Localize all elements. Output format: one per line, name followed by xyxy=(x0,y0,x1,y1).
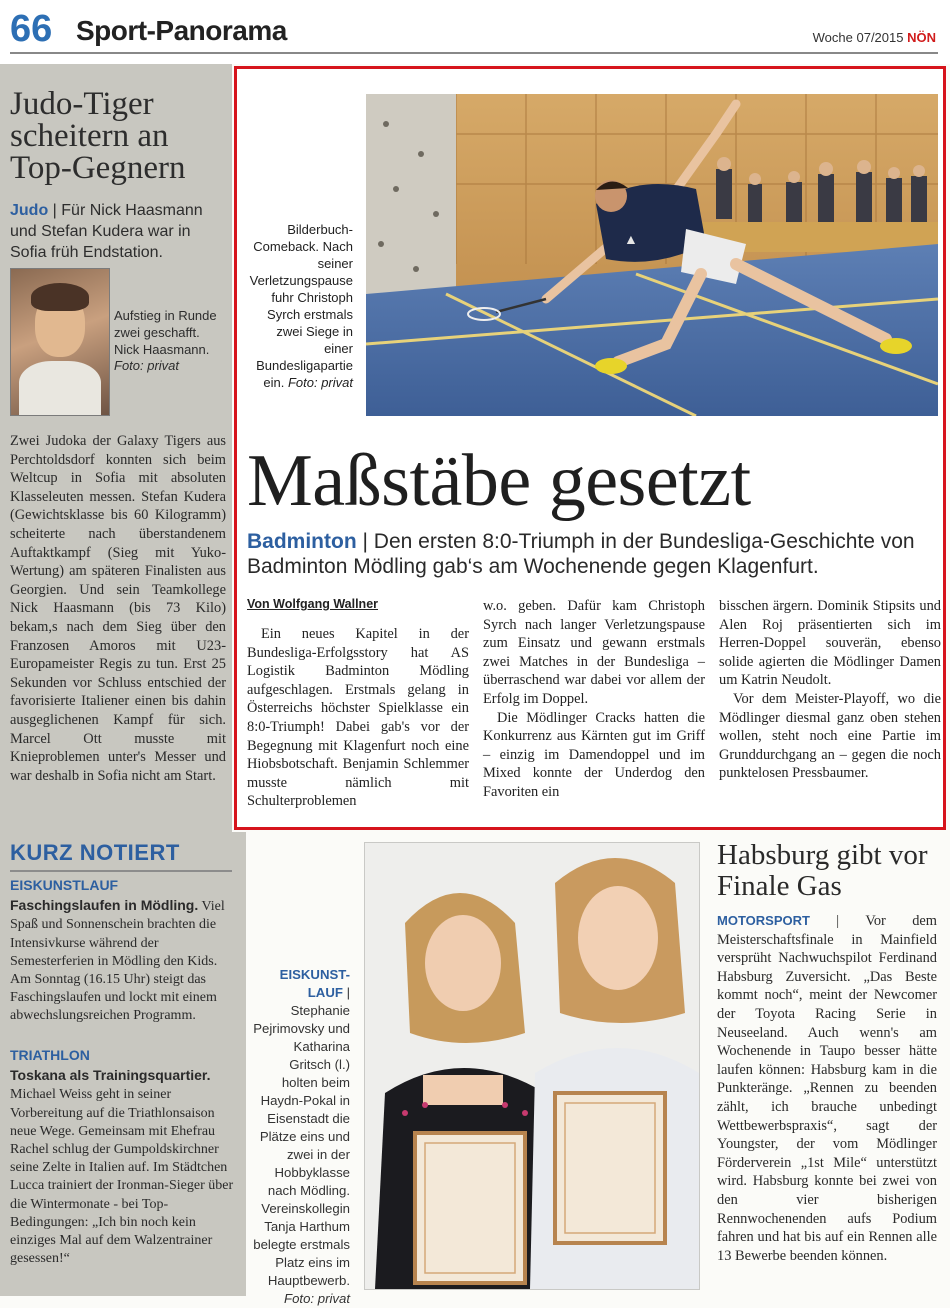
skating-photo xyxy=(364,842,700,1290)
issue-week: Woche 07/2015 xyxy=(812,30,904,45)
judo-headline: Judo-Tiger scheitern an Top-Gegnern xyxy=(10,86,186,186)
badminton-column-2 xyxy=(483,597,705,802)
kurz-item-lead: Faschingslaufen in Mödling. xyxy=(10,897,199,914)
kurz-item-category: TRIATHLON xyxy=(10,1047,90,1063)
badminton-caption-text: Bilderbuch-Comeback. Nach seiner Verletzungspause fuhr Christoph Syrch erstmals zwei Siege in einer Bundesligapartie ein. xyxy=(249,222,353,390)
paragraph: bisschen ärgern. Dominik Stipsits und Alen Roj präsentierten sich im Herren-Doppel souverän, ebenso solide agierten die Mödlinger Damen um Katrin Neudolt. xyxy=(719,598,941,689)
skating-kicker: EISKUNST-LAUF xyxy=(279,967,350,1000)
skating-caption-text: Stephanie Pejrimovsky und Katharina Gritsch (l.) holten beim Haydn-Pokal in Eisenstadt die Plätze eins und zwei in der Hobbyklasse nach Mödling. Vereinskollegin Tanja Harthum belegte erstmals Platz eins im Hauptbewerb. xyxy=(253,1003,350,1288)
kurz-notiert-box xyxy=(0,832,246,1296)
badminton-photo-illustration xyxy=(366,94,938,416)
masthead xyxy=(0,0,950,64)
kurz-notiert-title: KURZ NOTIERT xyxy=(10,840,180,865)
badminton-photo xyxy=(366,94,938,416)
habsburg-headline: Habsburg gibt vor Finale Gas xyxy=(717,839,928,902)
svg-text:▲: ▲ xyxy=(624,231,638,247)
kurz-item-text: Viel Spaß und Sonnenschein brachten die Intensivkurse während der Semesterferien in Mödling den Kids. Am Sonntag (16.15 Uhr) steigt das Faschingslaufen und lockt mit einem abwechslungsreichen Programm. xyxy=(10,899,225,1024)
section-title: Sport-Panorama xyxy=(76,15,287,46)
kurz-item-eiskunstlauf xyxy=(10,876,234,1026)
judo-kicker: Judo xyxy=(10,202,49,219)
issue-info xyxy=(813,30,936,45)
badminton-photo-caption xyxy=(249,221,353,391)
page-number: 66 xyxy=(10,8,53,50)
skating-photo-credit: Foto: privat xyxy=(284,1291,350,1306)
paragraph: Die Mödlinger Cracks hatten die Konkurrenz aus Kärnten gut im Griff – einzig im Damendoppel und im Mixed konnte der Underdog den Favoriten ein xyxy=(483,709,705,800)
paragraph: Vor dem Meister-Playoff, wo die Mödlinger diesmal ganz oben stehen wollen, steht noch eine Partie im Grunddurchgang an – gegen die noch punktelosen Pressbaumer. xyxy=(719,690,941,782)
badminton-byline: Von Wolfgang Wallner xyxy=(247,597,379,611)
kurz-item-triathlon xyxy=(10,1046,234,1268)
judo-caption-text: Aufstieg in Runde zwei geschafft. Nick Haasmann. xyxy=(114,308,217,357)
habsburg-kicker: MOTORSPORT xyxy=(717,913,810,928)
masthead-divider xyxy=(10,52,938,54)
judo-body: Zwei Judoka der Galaxy Tigers aus Perchtoldsdorf konnten sich beim Weltcup in Sofia mit absoluten Klasseleuten messen. Stefan Kudera (Gewichtsklasse bis 60 Kilogramm) scheiterte nach überstandenem Auftaktkampf (Sieg mit Yuko-Wertung) am späteren Finalisten aus Georgien. Und sein Teamkollege Nick Haasmann (bis 73 Kilo) bekam,s nach dem Sieg über den Franzosen Amoros mit U23-Europameister Regis zu tun. Erst 25 Sekunden vor Schluss entschied der favorisierte Italiener einen bis dahin ausgeglichenen Kampf für sich. Marcel Ott musste mit Knieproblemen unter's Messer und war deshalb in Sofia nicht am Start. xyxy=(10,433,226,784)
badminton-column-1 xyxy=(247,625,469,811)
badminton-deck-text: Den ersten 8:0-Triumph in der Bundesliga-Geschichte von Badminton Mödling gab‘s am Wochenende gegen Klagenfurt. xyxy=(247,530,915,578)
judo-photo xyxy=(10,268,110,416)
skating-photo-illustration xyxy=(365,843,699,1289)
habsburg-article: MOTORSPORT | Vor dem Meisterschaftsfinale in Mainfield versprüht Nachwuchspilot Ferdinand Habsburg Zuversicht. „Das Beste kommt noch“, meint der Newcomer der Toyota Racing Serie in Neuseeland. Auch wenn's am Wochenende in Taupo besser hätte laufen können: Habsburg kam in die Punkteränge. „Rennen zu beenden zählt, ich brauche unbedingt Wettbewerbspraxis“, sagt der Youngster, der vom Mödlinger Förderverein „1st Mile“ unterstützt wird. Habsburg konnte bei zwei von den vier bisherigen Rennwochenenden aufs Podium fahren und hat bis auf ein Rennen alle 13 Bewerbe beenden können. xyxy=(717,913,937,1264)
kurz-notiert-divider xyxy=(10,870,232,872)
judo-article xyxy=(0,64,232,832)
paragraph: w.o. geben. Dafür kam Christoph Syrch nach langer Verletzungspause zum Einsatz und gewann erstmals zwei Matches in der Bundesliga – überraschend war dabei vor allem der Erfolg im Doppel. xyxy=(483,598,705,707)
paragraph: Ein neues Kapitel in der Bundesliga-Erfolgsstory hat AS Logistik Badminton Mödling aufgeschlagen. Erstmals gelang in Österreichs höchster Spielklasse ein 8:0-Triumph! Dabei gab's vor der Begegnung mit Klagenfurt noch eine Hiobsbotschaft. Benjamin Schlemmer musste nämlich mit Schulterproblemen xyxy=(247,626,469,810)
badminton-photo-credit: Foto: privat xyxy=(287,375,353,390)
kurz-item-lead: Toskana als Trainingsquartier. xyxy=(10,1067,211,1084)
badminton-column-3 xyxy=(719,597,941,783)
brand-logo: NÖN xyxy=(907,30,936,45)
judo-teaser-text: Für Nick Haasmann und Stefan Kudera war in Sofia früh Endstation. xyxy=(10,202,203,261)
badminton-headline: Maßstäbe gesetzt xyxy=(247,440,751,522)
kurz-item-category: EISKUNSTLAUF xyxy=(10,877,119,893)
judo-photo-caption xyxy=(114,308,224,375)
skating-caption: EISKUNST-LAUF | Stephanie Pejrimovsky und Katharina Gritsch (l.) holten beim Haydn-Pokal in Eisenstadt die Plätze eins und zwei in der Hobbyklasse nach Mödling. Vereinskollegin Tanja Harthum belegte erstmals Platz eins im Hauptbewerb. Foto: privat xyxy=(253,967,350,1306)
judo-photo-credit: Foto: privat xyxy=(114,358,180,374)
judo-teaser: Judo | Für Nick Haasmann und Stefan Kudera war in Sofia früh Endstation. xyxy=(10,202,203,261)
habsburg-body-text: Vor dem Meisterschaftsfinale in Mainfield versprüht Nachwuchspilot Ferdinand Habsburg Zuversicht. „Das Beste kommt noch“, meint der Newcomer der Toyota Racing Serie in Neuseeland. Auch wenn's am Wochenende in Taupo besser hätte laufen können: Habsburg kam in die Punkteränge. „Rennen zu beenden zählt, ich brauche unbedingt Wettbewerbspraxis“, sagt der Youngster, der vom Mödlinger Förderverein „1st Mile“ unterstützt wird. Habsburg konnte bei zwei von den vier bisherigen Rennwochenenden aufs Podium fahren und hat bis auf ein Rennen alle 13 Bewerbe beenden können. xyxy=(717,913,937,1264)
kurz-item-text: Michael Weiss geht in seiner Vorbereitung auf die Triathlonsaison neue Wege. Gemeinsam mit Ehefrau Rachel schlug der Gumpoldskirchner seine Zelte in Italien auf. Im Städtchen Lucca trainiert der Ironman-Sieger über die Wintermonate - bei Top-Bedingungen: „Ich bin noch kein einziges Mal auf dem Walzentrainer gesessen!“ xyxy=(10,1087,234,1267)
badminton-kicker: Badminton xyxy=(247,530,357,553)
badminton-article xyxy=(234,66,946,830)
badminton-deck: Badminton | Den ersten 8:0-Triumph in der Bundesliga-Geschichte von Badminton Mödling gab‘s am Wochenende gegen Klagenfurt. xyxy=(247,530,915,578)
